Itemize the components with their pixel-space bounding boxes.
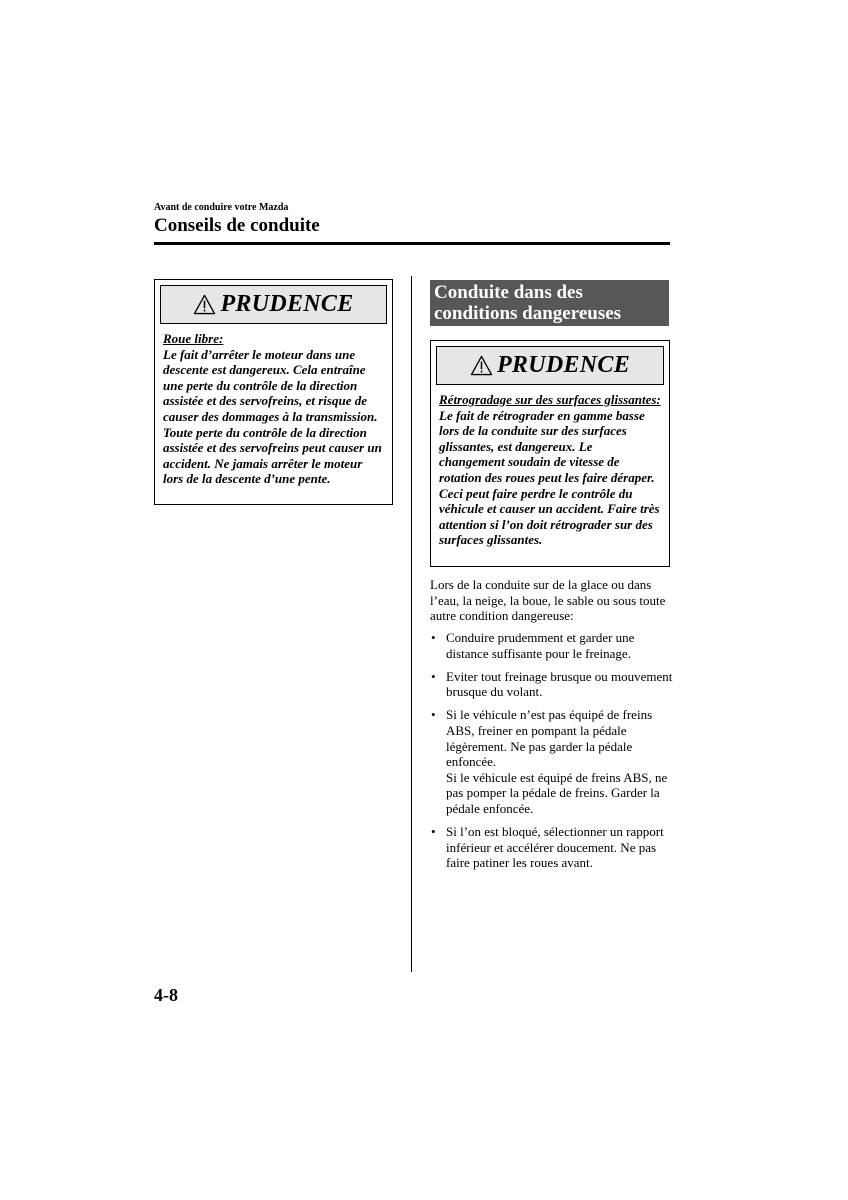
caution-body [431,390,669,554]
caution-header [436,346,664,385]
bullet-icon: • [431,668,436,684]
list-item [430,669,675,700]
warning-triangle-icon [193,294,216,315]
section-heading: Conduite dans des conditions dangereuses [430,280,669,326]
caution-label: PRUDENCE [220,291,354,317]
list-item [430,824,675,871]
header-rule [154,242,670,245]
caution-label: PRUDENCE [496,352,631,378]
bullet-icon: • [431,824,436,840]
caution-text: Le fait de rétrograder en gamme basse lors de la conduite sur des surfaces glissantes, est dangereux. Le changement soudain de vitesse de rotation des roues peut les faire déraper. Ceci peut faire perdre le contrôle du véhicule et causer un accident. Faire très attention si l’on doit rétrograder sur des surfaces glissantes. [439,407,660,548]
caution-subtitle: Rétrogradage sur des surfaces glissantes: [439,392,661,407]
list-item [430,707,675,816]
caution-body [155,329,392,493]
chapter-label: Avant de conduire votre Mazda [154,202,289,213]
bullet-icon: • [431,707,436,723]
list-item-text: Si le véhicule est équipé de freins ABS, ne pas pomper la pédale de freins. Garder la pédale enfoncée. [446,769,668,816]
page-number: 4-8 [154,985,178,1005]
column-divider [411,276,412,972]
caution-subtitle: Roue libre: [163,331,224,346]
list-item-text: Si l’on est bloqué, sélectionner un rapport inférieur et accélérer doucement. Ne pas faire patiner les roues avant. [446,824,664,871]
list-item [430,630,675,661]
warning-triangle-icon [470,355,493,376]
list-item-text: Conduire prudemment et garder une distance suffisante pour le freinage. [446,630,635,661]
caution-box-coasting [154,279,393,505]
page-title: Conseils de conduite [154,215,320,236]
caution-text: Le fait d’arrêter le moteur dans une descente est dangereux. Cela entraîne une perte du contrôle de la direction assistée et des servofreins, et risque de causer des dommages à la transmission. Toute perte du contrôle de la direction assistée et des servofreins peut causer un accident. Ne jamais arrêter le moteur lors de la descente d’une pente. [163,346,382,487]
list-item-text: Eviter tout freinage brusque ou mouvement brusque du volant. [446,668,673,700]
driving-tips-list [430,630,675,878]
caution-box-downshifting [430,340,670,567]
caution-header [160,285,387,324]
bullet-icon: • [431,630,436,645]
intro-paragraph: Lors de la conduite sur de la glace ou dans l’eau, la neige, la boue, le sable ou sous toute autre condition dangereuse: [430,577,666,624]
list-item-text: Si le véhicule n’est pas équipé de freins ABS, freiner en pompant la pédale légèrement. Ne pas garder la pédale enfoncée. [446,707,653,770]
